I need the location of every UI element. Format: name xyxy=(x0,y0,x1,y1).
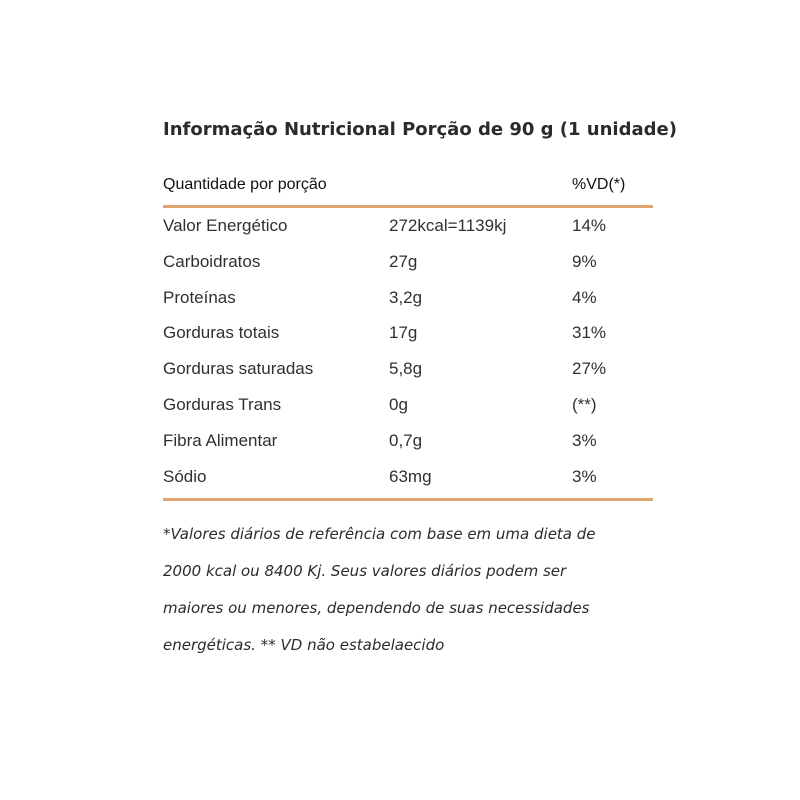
nutrient-vd: 4% xyxy=(572,287,597,307)
nutrient-amount: 17g xyxy=(389,323,418,343)
table-row xyxy=(163,355,653,391)
nutrient-vd: 3% xyxy=(572,466,597,486)
nutrient-vd: 14% xyxy=(572,216,607,235)
nutrient-amount: 272kcal=1139kj xyxy=(389,216,507,235)
table-row xyxy=(163,284,653,320)
nutrient-amount: 3,2g xyxy=(389,287,423,307)
table-row xyxy=(163,427,653,463)
header-quantity-label: Quantidade por porção xyxy=(163,176,327,193)
table-row xyxy=(163,463,653,499)
footnote-line: energéticas. ** VD não estabelaecido xyxy=(163,636,445,654)
nutrient-name: Carboidratos xyxy=(163,251,261,271)
header-vd-label: %VD(*) xyxy=(572,176,626,193)
nutrient-name: Sódio xyxy=(163,466,207,486)
nutrient-vd: 27% xyxy=(572,359,607,379)
nutrient-amount: 5,8g xyxy=(389,359,423,379)
footnote xyxy=(163,516,663,664)
nutrient-table-body xyxy=(163,208,653,498)
nutrition-title: Informação Nutricional Porção de 90 g (1 unidade) xyxy=(163,119,677,140)
nutrient-vd: (**) xyxy=(572,394,597,414)
table-bottom-divider xyxy=(163,498,653,501)
nutrient-name: Gorduras saturadas xyxy=(163,359,314,379)
nutrient-amount: 27g xyxy=(389,251,418,271)
table-header xyxy=(163,172,653,208)
nutrition-facts-panel xyxy=(163,115,677,501)
nutrient-name: Proteínas xyxy=(163,287,236,307)
nutrient-amount: 63mg xyxy=(389,466,432,486)
nutrient-name: Fibra Alimentar xyxy=(163,430,278,450)
nutrient-vd: 31% xyxy=(572,323,607,343)
footnote-line: *Valores diários de referência com base em uma dieta de xyxy=(163,525,596,543)
nutrient-name: Gorduras Trans xyxy=(163,394,282,414)
table-row xyxy=(163,248,653,284)
table-row xyxy=(163,319,653,355)
table-row xyxy=(163,212,653,248)
nutrient-name: Valor Energético xyxy=(163,216,288,235)
footnote-line: 2000 kcal ou 8400 Kj. Seus valores diários podem ser xyxy=(163,562,567,580)
footnote-line: maiores ou menores, dependendo de suas necessidades xyxy=(163,599,590,617)
nutrient-vd: 9% xyxy=(572,251,597,271)
nutrient-amount: 0,7g xyxy=(389,430,423,450)
nutrient-amount: 0g xyxy=(389,394,408,414)
nutrient-vd: 3% xyxy=(572,430,597,450)
table-row xyxy=(163,391,653,427)
nutrient-name: Gorduras totais xyxy=(163,323,280,343)
